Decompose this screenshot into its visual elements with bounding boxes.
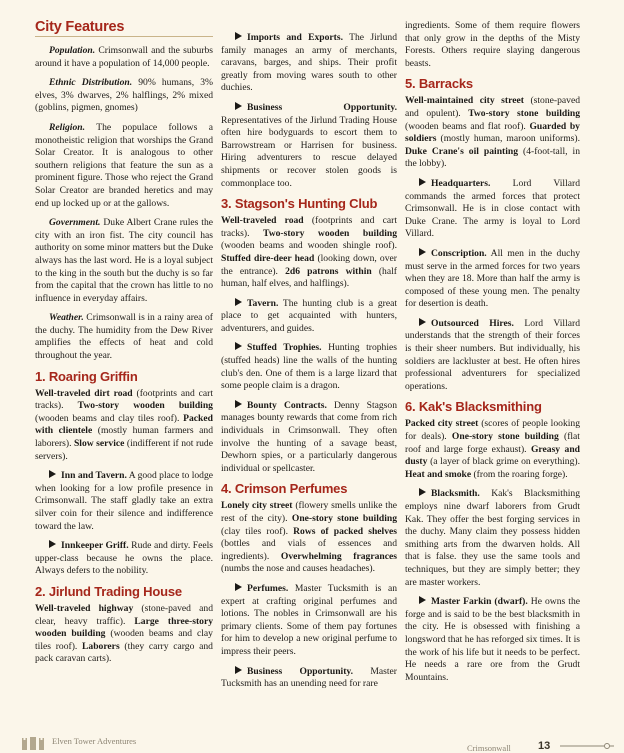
innkeeper-griff-paragraph: Innkeeper Griff. Rude and dirty. Feels upper-class because he owns the place. Always defers to the nobility. bbox=[35, 540, 213, 577]
conscription-paragraph: Conscription. All men in the duchy must serve in the armed forces for two years when they are 18. More than half the army is composed of these young men. The penalty for desertion is death. bbox=[405, 247, 580, 310]
bounty-contracts-paragraph: Bounty Contracts. Denny Stagson manages bounty rewards that come from rich individuals in Crimsonwall. They often involve the hunting of a savage beast, Dewhorn spies, or a particularly dangerous individual or spellcaster. bbox=[221, 399, 398, 474]
jirlund-description: Well-traveled highway (stone-paved and clear, heavy traffic). Large three-story wooden building (wooden beams and clay tiles roof). Laborers (they carry cargo and pack caravan carts). bbox=[35, 602, 213, 665]
bullet-triangle-icon bbox=[419, 318, 426, 326]
heading-city-features: City Features bbox=[35, 20, 213, 37]
bullet-triangle-icon bbox=[235, 666, 242, 674]
bullet-triangle-icon bbox=[235, 400, 242, 408]
bullet-triangle-icon bbox=[235, 298, 242, 306]
heading-jirlund-trading-house: 2. Jirlund Trading House bbox=[35, 583, 182, 599]
population-paragraph: Population. Crimsonwall and the suburbs around it have a population of 14,000 people. bbox=[35, 45, 213, 69]
bullet-triangle-icon bbox=[235, 583, 242, 591]
perfumes-paragraph: Perfumes. Master Tucksmith is an expert at crafting original perfumes and lotions. The nobles in Crimsonwall are his primary clients. Some of them pay fortunes for him to develop a new original perfume to impress their peers. bbox=[221, 582, 397, 657]
heading-crimson-perfumes: 4. Crimson Perfumes bbox=[221, 481, 348, 497]
master-farkin-paragraph: Master Farkin (dwarf). He owns the forge and is said to be the best blacksmith in the city. He is obsessed with finishing a longsword that he has reforged six times. It is the work of his life but it needs to be perfect. He needs a rare ore from the Grudt Mountains. bbox=[405, 596, 581, 683]
business-opportunity-paragraph: Business Opportunity. Representatives of the Jirlund Trading House often hire bodyguards to escort them to Barrowstream or Harrisen for business. Hiring adventurers to rescue delayed shipments or recover stolen goods is commonplace too. bbox=[221, 101, 397, 189]
roaring-griffin-description: Well-traveled dirt road (footprints and cart tracks). Two-story wooden building (wooden beams and clay tiles roof). Packed with clientele (mostly human farmers and laborers). Slow service (indifferent if not rude servers). bbox=[35, 387, 213, 462]
bullet-triangle-icon bbox=[419, 248, 426, 256]
imports-exports-paragraph: Imports and Exports. The Jirlund family manages an army of merchants, caravans, barges, and ships. Their profit greatly from moving wares south to other duchies. bbox=[221, 32, 397, 94]
continued-paragraph: ingredients. Some of them require flowers that only grow in the depths of the Misty Forests. Others require slaying dangerous beasts. bbox=[405, 20, 580, 69]
page-number: 13 bbox=[538, 740, 551, 752]
religion-paragraph: Religion. The populace follows a monotheistic religion that worships the Grand Solar Creator. It is analogous to other southern religions that feature the sun as a prominent figure. Those who reject the Grand Solar Creator are branded heretics and may end up locked up or at the gallows. bbox=[35, 121, 213, 209]
column-right bbox=[405, 20, 580, 691]
hunting-club-description: Well-traveled road (footprints and cart tracks). Two-story wooden building (wooden beams and wooden shingle roof). Stuffed dire-deer head (looking down, over the entrance). 2d6 patrons within (half human, half elves, and halflings). bbox=[221, 215, 397, 290]
weather-paragraph: Weather. Crimsonwall is in a rainy area of the duchy. The humidity from the Dew River amplifies the effects of heat and cold throughout the year. bbox=[35, 312, 213, 362]
bullet-triangle-icon bbox=[235, 32, 242, 40]
bullet-triangle-icon bbox=[419, 488, 426, 496]
blacksmithing-description: Packed city street (scores of people looking for deals). One-story stone building (flat roof and large forge exhaust). Greasy and dusty (a layer of black grime on everything). Heat and smoke (from the roaring forge). bbox=[405, 418, 581, 480]
column-middle bbox=[221, 32, 397, 698]
stuffed-trophies-paragraph: Stuffed Trophies. Hunting trophies (stuffed heads) line the walls of the hunting club's den. One of them is a large lizard that some people claim is a dragon. bbox=[221, 342, 397, 392]
column-left bbox=[35, 20, 213, 673]
footer-brand: Elven Tower Adventures bbox=[52, 736, 137, 746]
bullet-triangle-icon bbox=[419, 596, 426, 604]
tavern-paragraph: Tavern. The hunting club is a great place to get acquainted with hunters, adventurers, and guides. bbox=[221, 297, 397, 334]
bullet-triangle-icon bbox=[235, 342, 242, 350]
page-footer bbox=[0, 736, 624, 753]
blacksmith-paragraph: Blacksmith. Kak's Blacksmithing employs nine dwarf laborers from Grudt Kak. They offer the best forging services in the duchy. Many claim they possess hidden smithing arts from the dwarven holds. All that is false. they use the same tools and techniques, but they are simply better; they are master workers. bbox=[405, 488, 580, 588]
heading-roaring-griffin: 1. Roaring Griffin bbox=[35, 368, 138, 384]
perfumes-description: Lonely city street (flowery smells unlike the rest of the city). One-story stone building (clay tiles roof). Rows of packed shelves (bottles and vials of essences and ingredients). Overwhelming fragrances (numbs the nose and causes headaches). bbox=[221, 500, 397, 575]
heading-stagsons-hunting-club: 3. Stagson's Hunting Club bbox=[221, 196, 378, 212]
heading-kaks-blacksmithing: 6. Kak's Blacksmithing bbox=[405, 399, 542, 415]
footer-ornament-icon bbox=[560, 742, 614, 750]
bullet-triangle-icon bbox=[235, 102, 242, 110]
bullet-triangle-icon bbox=[49, 540, 56, 548]
outsourced-hires-paragraph: Outsourced Hires. Lord Villard understands that the strength of their forces is their sheer numbers. But individually, his soldiers are lackluster at best. He often hires professional adventurers for specialized operations. bbox=[405, 317, 580, 392]
heading-barracks: 5. Barracks bbox=[405, 76, 473, 92]
barracks-description: Well-maintained city street (stone-paved and opulent). Two-story stone building (wooden beams and flat roof). Guarded by soldiers (mostly human, maroon uniforms). Duke Crane's oil painting (4-foot-tall, in the lobby). bbox=[405, 95, 580, 170]
inn-tavern-paragraph: Inn and Tavern. A good place to lodge when looking for a low profile presence in Crimsonwall. The staff gladly take an extra silver coin for their silence and indifference toward the law. bbox=[35, 470, 214, 532]
bullet-triangle-icon bbox=[419, 178, 426, 186]
headquarters-paragraph: Headquarters. Lord Villard commands the armed forces that protect Crimsonwall. He is in close contact with Duke Crane. The army is loyal to Lord Villard. bbox=[405, 177, 580, 240]
business-opportunity-2-paragraph: Business Opportunity. Master Tucksmith has an unending need for rare bbox=[221, 665, 397, 690]
footer-section-name: Crimsonwall bbox=[467, 743, 511, 753]
ethnic-paragraph: Ethnic Distribution. 90% humans, 3% elves, 3% dwarves, 2% halflings, 2% mixed (goblins, pigmen, gnomes) bbox=[35, 77, 214, 114]
castle-logo-icon bbox=[20, 736, 46, 750]
government-paragraph: Government. Duke Albert Crane rules the city with an iron fist. The city council has authority on some minor matters but the Duke always has the last word. He is a loyal subject to the king in the south but the duchy is so far from the capital that the crown has little to no influence in everyday affairs. bbox=[35, 217, 213, 304]
bullet-triangle-icon bbox=[49, 470, 56, 478]
